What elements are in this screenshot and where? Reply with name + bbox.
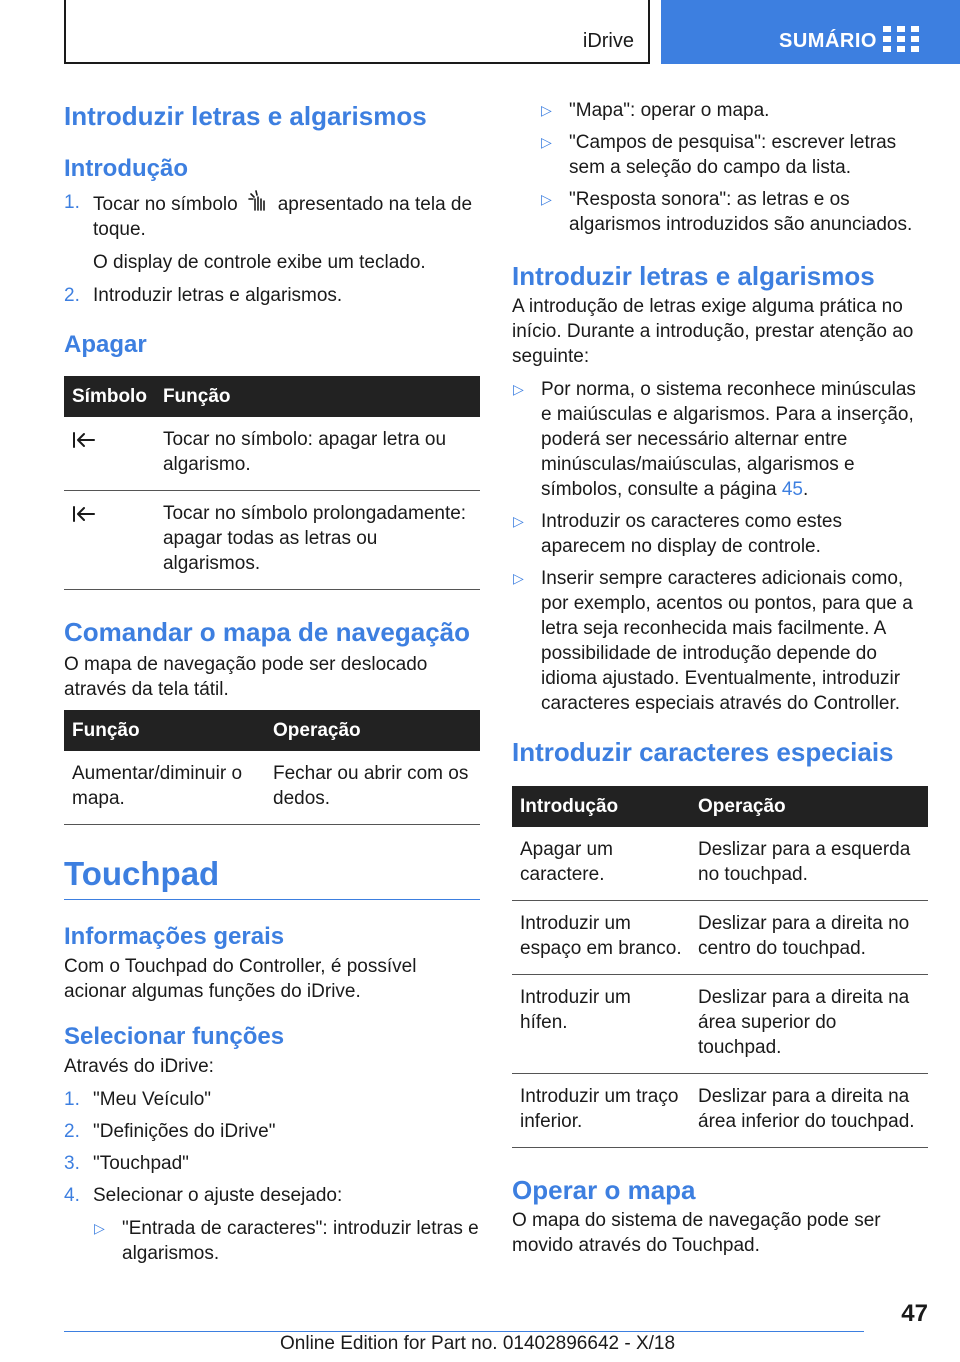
step-text-after: apresentado na tela de toque. [93,194,473,240]
list-item [64,1151,480,1176]
step-number: 2. [64,285,80,306]
map-table [64,710,480,825]
list-item [512,566,928,716]
footer-divider [64,1331,864,1332]
step-text: Selecionar o ajuste desejado: [93,1185,343,1206]
letters-bullet-list [512,377,928,716]
info-text: Com o Touchpad do Controller, é possível acionar algumas funções do iDrive. [64,956,417,1002]
table-header-operation: Operação [265,710,480,751]
backspace-icon [72,431,96,449]
section-title-operate-map: Operar o mapa [512,1175,696,1205]
map-text: O mapa de navegação pode ser deslocado através da tela tátil. [64,654,428,700]
special-table [512,786,928,1148]
table-header-operation: Operação [690,786,928,827]
summary-button[interactable] [661,0,960,64]
table-cell: Fechar ou abrir com os dedos. [265,751,480,825]
right-column [512,98,928,1258]
step-text-before: Tocar no símbolo [93,194,238,215]
table-cell [64,491,155,590]
subsection-title-intro: Introdução [64,155,188,182]
triangle-bullet-icon: ▷ [513,570,524,586]
touch-hand-icon [246,190,270,212]
step-number: 3. [64,1153,80,1174]
table-cell: Deslizar para a direita na área superior do touchpad. [690,975,928,1074]
table-cell: Introduzir um hífen. [512,975,690,1074]
triangle-bullet-icon: ▷ [513,513,524,529]
list-item [540,130,928,180]
subsection-title-select: Selecionar funções [64,1023,285,1050]
operate-map-text: O mapa do sistema de navegação pode ser movido através do Touchpad. [512,1210,881,1256]
list-item [64,1119,480,1144]
list-item [64,190,480,275]
table-cell: Introduzir um traço inferior. [512,1074,690,1148]
section-title-letters: Introduzir letras e algarismos [64,101,427,131]
section-title-special: Introduzir caracteres especiais [512,737,894,767]
bullet-text: "Entrada de caracteres": introduzir letras e algarismos. [122,1218,479,1264]
footer-edition: Online Edition for Part no. 01402896642 - X/18 [280,1333,676,1354]
intro-steps [64,190,480,308]
table-cell: Tocar no símbolo: apagar letra ou algarismo. [155,417,480,491]
triangle-bullet-icon: ▷ [541,134,552,150]
header-title-box [64,0,650,64]
table-cell: Apagar um caractere. [512,827,690,901]
left-column [64,100,480,1266]
table-cell: Deslizar para a direita no centro do touchpad. [690,901,928,975]
table-header-input: Introdução [512,786,690,827]
table-header-function: Função [64,710,265,751]
bullet-text: "Mapa": operar o mapa. [569,100,770,121]
backspace-icon [72,505,96,523]
table-row [64,491,480,590]
step-number: 4. [64,1185,80,1206]
table-cell: Introduzir um espaço em branco. [512,901,690,975]
subsection-title-info: Informações gerais [64,923,285,950]
list-item [93,1216,480,1266]
bullet-text: "Resposta sonora": as letras e os algarismos introduzidos são anunciados. [569,189,913,235]
bullet-text: Inserir sempre caracteres adicionais como, por exemplo, acentos ou pontos, para que a letra seja reconhecida mais facilmente. A possibilidade de introdução depende do idioma ajustado. Eventualmente, introduzir caracteres especiais através do Controller. [541,568,913,714]
step-number: 1. [64,1089,80,1110]
table-row [512,901,928,975]
chapter-heading [64,853,480,900]
table-cell [64,417,155,491]
sub-bullet-list [93,1216,480,1266]
section-title-letters-2: Introduzir letras e algarismos [512,261,875,291]
step-number: 1. [64,192,80,213]
table-cell: Deslizar para a esquerda no touchpad. [690,827,928,901]
step-number: 2. [64,1121,80,1142]
delete-table [64,376,480,590]
bullet-text: "Campos de pesquisa": escrever letras sem a seleção do campo da lista. [569,132,897,178]
step-note: O display de controle exibe um teclado. [93,252,426,273]
bullet-text: Por norma, o sistema reconhece minúsculas e maiúsculas e algarismos. Para a inserção, poderá ser necessário alternar entre minúsculas/maiúsculas, algarismos e símbolos, consulte a página [541,379,916,500]
list-item [540,98,928,123]
list-item [512,509,928,559]
table-cell: Deslizar para a direita na área inferior do touchpad. [690,1074,928,1148]
table-row [512,1074,928,1148]
page-number: 47 [901,1300,928,1327]
step-text: "Meu Veículo" [93,1089,212,1110]
table-row [512,827,928,901]
triangle-bullet-icon: ▷ [513,381,524,397]
bullet-text: Introduzir os caracteres como estes aparecem no display de controle. [541,511,842,557]
list-item [64,1183,480,1266]
table-row [64,417,480,491]
select-text: Através do iDrive: [64,1056,214,1077]
step-text: "Touchpad" [93,1153,189,1174]
table-header-function: Função [155,376,480,417]
table-row [512,975,928,1074]
top-bullet-list [512,98,928,237]
grid-menu-icon [883,26,919,52]
table-cell: Tocar no símbolo prolongadamente: apagar todas as letras ou algarismos. [155,491,480,590]
table-row [64,751,480,825]
chapter-title-touchpad: Touchpad [64,855,220,892]
list-item [64,283,480,308]
letters-text: A introdução de letras exige alguma prática no início. Durante a introdução, prestar atenção ao seguinte: [512,296,914,367]
page-link[interactable]: 45 [781,479,803,500]
table-cell: Aumentar/diminuir o mapa. [64,751,265,825]
table-header-symbol: Símbolo [64,376,155,417]
triangle-bullet-icon: ▷ [541,191,552,207]
list-item [540,187,928,237]
triangle-bullet-icon: ▷ [94,1220,105,1236]
section-title-map: Comandar o mapa de navegação [64,617,471,647]
triangle-bullet-icon: ▷ [541,102,552,118]
list-item: ▷ Por norma, o sistema reconhece minúsculas e maiúsculas e algarismos. Para a inserção, poderá ser necessário alternar entre minúsculas/maiúsculas, algarismos e símbolos, consulte a página 45. [513,379,916,500]
step-text: "Definições do iDrive" [93,1121,276,1142]
summary-label: SUMÁRIO [779,30,877,52]
list-item [64,1087,480,1112]
step-text: Introduzir letras e algarismos. [93,285,343,306]
subsection-title-delete: Apagar [64,331,147,358]
header-title: iDrive [582,30,634,52]
select-steps [64,1087,480,1266]
